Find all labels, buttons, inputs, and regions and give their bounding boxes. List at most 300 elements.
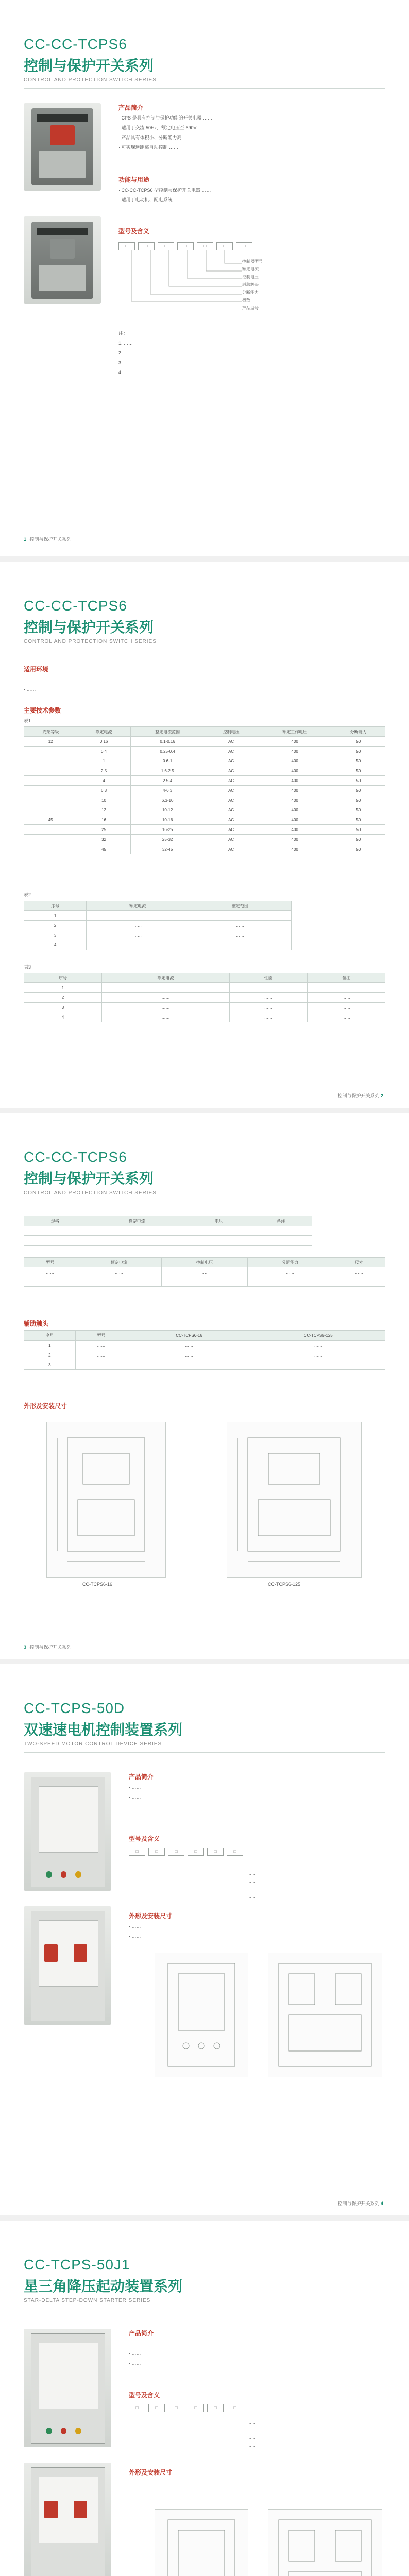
env-line: · …… bbox=[24, 687, 36, 692]
spec-table-1-cell: 4-6.3 bbox=[130, 786, 204, 795]
spec-table-5-cell: …… bbox=[24, 1277, 76, 1287]
cabinet-illustration bbox=[31, 2333, 106, 2444]
model-cell: □ bbox=[129, 1848, 145, 1856]
model-cell: □ bbox=[177, 242, 194, 250]
spec-table-1-cell: 400 bbox=[258, 766, 332, 776]
spec-table-3-header-cell: 序号 bbox=[24, 973, 102, 983]
page-3 bbox=[0, 1108, 409, 1659]
spec-table-2-cell: 1 bbox=[24, 911, 87, 921]
spec-table-1-cell: 0.1-0.16 bbox=[130, 737, 204, 747]
dims-text bbox=[129, 2479, 386, 2499]
section-intro-title: 产品简介 bbox=[129, 1773, 154, 1781]
spec-table-3-cell: 4 bbox=[24, 1012, 102, 1022]
spec-table-1-row bbox=[24, 786, 385, 795]
section-env-title: 适用环境 bbox=[24, 666, 49, 673]
model-legend bbox=[242, 258, 263, 312]
spec-table-3-row bbox=[24, 1012, 385, 1022]
spec-table-2-cell: …… bbox=[87, 911, 189, 921]
spec-table-1-row bbox=[24, 844, 385, 854]
spec-table-1-row bbox=[24, 835, 385, 844]
spec-table-3-cell: …… bbox=[102, 993, 230, 1003]
section-dims-title: 外形及安装尺寸 bbox=[129, 2469, 173, 2476]
note-line: 注： bbox=[118, 331, 128, 336]
footer-text: 控制与保护开关系列 bbox=[337, 2201, 380, 2206]
model-legend-item: 辅助触头 bbox=[242, 282, 259, 287]
spec-table-4-cell: …… bbox=[188, 1236, 250, 1246]
page-footer bbox=[337, 2200, 385, 2207]
spec-table-3-cell: …… bbox=[307, 993, 385, 1003]
cabinet-photo-open bbox=[24, 1906, 111, 2025]
spec-table-4-cell: …… bbox=[24, 1236, 86, 1246]
notes bbox=[118, 330, 386, 379]
section-intro-title: 产品简介 bbox=[129, 2330, 154, 2337]
page-1-header bbox=[24, 36, 385, 89]
spec-table-6-row bbox=[24, 1360, 385, 1370]
spec-table-1-row bbox=[24, 815, 385, 825]
spec-table-1-row bbox=[24, 825, 385, 835]
spec-table-6-cell: 2 bbox=[24, 1350, 76, 1360]
spec-table-1-row bbox=[24, 795, 385, 805]
spec-table-1-row bbox=[24, 747, 385, 756]
dimension-drawing-inner bbox=[268, 1953, 382, 2077]
spec-table-5-cell: …… bbox=[76, 1277, 162, 1287]
intro-text bbox=[129, 1784, 386, 1813]
spec-table-1-cell: 400 bbox=[258, 825, 332, 835]
spec-table-4-cell: …… bbox=[24, 1226, 86, 1236]
table2-caption: 表2 bbox=[24, 892, 31, 897]
dims-line: · …… bbox=[129, 2480, 141, 2485]
section-model-title: 型号及含义 bbox=[129, 2392, 160, 2399]
model-cell: □ bbox=[148, 1848, 165, 1856]
spec-table-1-cell: 6.3-10 bbox=[130, 795, 204, 805]
series-code: CC-CC-TCPS6 bbox=[24, 36, 127, 52]
spec-table-1-cell: 2.5 bbox=[77, 766, 130, 776]
spec-table-1-cell bbox=[24, 786, 77, 795]
spec-table-1-cell: 12 bbox=[77, 805, 130, 815]
intro-line: · …… bbox=[129, 2351, 141, 2356]
use-text bbox=[118, 187, 386, 206]
use-line: · CC-CC-TCPS6 型控制与保护开关电器 …… bbox=[118, 188, 211, 193]
spec-table-1-cell: 0.25-0.4 bbox=[130, 747, 204, 756]
model-cell: □ bbox=[168, 2404, 184, 2412]
model-cell: □ bbox=[227, 2404, 243, 2412]
spec-table-1-cell: 10 bbox=[77, 795, 130, 805]
dims-line: · …… bbox=[129, 1924, 141, 1929]
spec-table-1-cell bbox=[24, 795, 77, 805]
series-subtitle: TWO-SPEED MOTOR CONTROL DEVICE SERIES bbox=[24, 1741, 162, 1747]
spec-table-1-cell bbox=[24, 747, 77, 756]
page-2 bbox=[0, 556, 409, 1108]
spec-table-1 bbox=[24, 726, 385, 854]
spec-table-3-row bbox=[24, 1003, 385, 1012]
spec-table-4-header-cell: 电压 bbox=[188, 1216, 250, 1226]
spec-table-5-cell: …… bbox=[247, 1277, 333, 1287]
spec-table-1-cell: 400 bbox=[258, 805, 332, 815]
section-dims-title: 外形及安装尺寸 bbox=[24, 1402, 67, 1410]
section-aux-title: 辅助触头 bbox=[24, 1320, 49, 1327]
model-legend-item: …… bbox=[247, 2428, 255, 2432]
spec-table-3-cell: …… bbox=[229, 983, 307, 993]
product-photo-side bbox=[24, 216, 101, 304]
spec-table-1-row bbox=[24, 805, 385, 815]
intro-line: · …… bbox=[129, 1794, 141, 1800]
spec-table-1-cell: 0.4 bbox=[77, 747, 130, 756]
spec-table-6-cell: 1 bbox=[24, 1341, 76, 1350]
page-number: 1 bbox=[24, 537, 27, 542]
spec-table-1-cell: AC bbox=[204, 815, 258, 825]
spec-table-1-cell: AC bbox=[204, 844, 258, 854]
series-subtitle: CONTROL AND PROTECTION SWITCH SERIES bbox=[24, 77, 157, 83]
model-cell: □ bbox=[138, 242, 155, 250]
spec-table-5-header-cell: 型号 bbox=[24, 1258, 76, 1267]
cabinet-illustration bbox=[31, 2467, 106, 2576]
spec-table-2 bbox=[24, 901, 292, 950]
spec-table-5-row bbox=[24, 1277, 385, 1287]
spec-table-1-cell: 50 bbox=[332, 766, 385, 776]
dimension-drawing-inner bbox=[268, 2509, 382, 2576]
spec-table-6-cell: …… bbox=[251, 1360, 385, 1370]
intro-text bbox=[129, 2340, 386, 2369]
spec-table-6-cell: …… bbox=[75, 1341, 127, 1350]
table3-caption: 表3 bbox=[24, 964, 31, 970]
model-legend bbox=[247, 2418, 255, 2457]
spec-table-6-row bbox=[24, 1341, 385, 1350]
series-subtitle: CONTROL AND PROTECTION SWITCH SERIES bbox=[24, 639, 157, 645]
spec-table-5-cell: …… bbox=[333, 1277, 385, 1287]
intro-line: · CPS 是具有控制与保护功能的开关电器 …… bbox=[118, 115, 213, 121]
spec-table-4-header-cell: 备注 bbox=[250, 1216, 312, 1226]
spec-table-3-cell: …… bbox=[102, 1012, 230, 1022]
spec-table-5-cell: …… bbox=[76, 1267, 162, 1277]
series-code: CC-TCPS-50D bbox=[24, 1700, 125, 1716]
spec-table-1-row bbox=[24, 766, 385, 776]
product-photo-front bbox=[24, 103, 101, 191]
spec-table-1-header-cell: 分断能力 bbox=[332, 727, 385, 737]
spec-table-1-cell: 400 bbox=[258, 815, 332, 825]
spec-table-4-row bbox=[24, 1236, 312, 1246]
model-cell: □ bbox=[197, 242, 213, 250]
spec-table-1-cell: 10-12 bbox=[130, 805, 204, 815]
spec-table-1-cell: 400 bbox=[258, 844, 332, 854]
model-cell: □ bbox=[216, 242, 233, 250]
spec-table-1-cell: 45 bbox=[77, 844, 130, 854]
model-cell: □ bbox=[168, 1848, 184, 1856]
spec-table-6-cell: …… bbox=[251, 1341, 385, 1350]
spec-table-1-cell: 1 bbox=[77, 756, 130, 766]
spec-table-3-cell: …… bbox=[229, 1012, 307, 1022]
spec-table-3-header-cell: 备注 bbox=[307, 973, 385, 983]
spec-table-1-cell: 50 bbox=[332, 844, 385, 854]
spec-table-1-cell bbox=[24, 835, 77, 844]
spec-table-2-cell: …… bbox=[87, 930, 189, 940]
spec-table-2-cell: …… bbox=[189, 921, 292, 930]
spec-table-1-cell: 400 bbox=[258, 747, 332, 756]
spec-table-2-cell: 4 bbox=[24, 940, 87, 950]
spec-table-4-cell: …… bbox=[250, 1226, 312, 1236]
model-legend-item: …… bbox=[247, 2451, 255, 2455]
series-title: 控制与保护开关系列 bbox=[24, 58, 154, 74]
page-4 bbox=[0, 1659, 409, 2215]
intro-line: · 可实现远距离自动控制 …… bbox=[118, 145, 178, 150]
intro-line: · 产品具有体积小、分断能力高 …… bbox=[118, 135, 192, 140]
model-legend-item: …… bbox=[247, 1887, 255, 1891]
spec-table-1-header-cell: 壳架等级 bbox=[24, 727, 77, 737]
intro-line: · …… bbox=[129, 2361, 141, 2366]
spec-table-3-cell: 1 bbox=[24, 983, 102, 993]
spec-table-1-cell bbox=[24, 766, 77, 776]
spec-table-1-cell: 400 bbox=[258, 786, 332, 795]
dwg-label-left: CC-TCPS6-16 bbox=[82, 1582, 113, 1587]
spec-table-1-header-cell: 额定电流 bbox=[77, 727, 130, 737]
page-4-header bbox=[24, 1700, 385, 1753]
spec-table-3-header-cell: 性能 bbox=[229, 973, 307, 983]
spec-table-2-header-cell: 额定电流 bbox=[87, 901, 189, 911]
spec-table-2-cell: …… bbox=[87, 921, 189, 930]
spec-table-1-cell: AC bbox=[204, 825, 258, 835]
spec-table-1-cell: AC bbox=[204, 766, 258, 776]
cabinet-photo-closed bbox=[24, 1772, 111, 1891]
use-line: · 适用于电动机、配电系统 …… bbox=[118, 197, 183, 202]
spec-table-4-header-cell: 额定电流 bbox=[86, 1216, 188, 1226]
page-3-header bbox=[24, 1149, 385, 1201]
section-params-title: 主要技术参数 bbox=[24, 707, 61, 714]
intro-line: · …… bbox=[129, 2341, 141, 2346]
spec-table-2-cell: …… bbox=[189, 930, 292, 940]
spec-table-3-cell: …… bbox=[229, 993, 307, 1003]
model-leader-lines bbox=[129, 250, 242, 307]
spec-table-1-cell: 400 bbox=[258, 776, 332, 786]
model-legend-item: …… bbox=[247, 2435, 255, 2440]
spec-table-5-cell: …… bbox=[162, 1267, 247, 1277]
spec-table-1-cell bbox=[24, 805, 77, 815]
model-legend-item: 控制器型号 bbox=[242, 259, 263, 264]
model-legend-item: 额定电流 bbox=[242, 267, 259, 272]
series-title: 控制与保护开关系列 bbox=[24, 1171, 154, 1187]
model-legend-item: 分断能力 bbox=[242, 290, 259, 295]
page-1 bbox=[0, 0, 409, 556]
footer-text: 控制与保护开关系列 bbox=[337, 1093, 380, 1098]
note-line: 4. …… bbox=[118, 370, 133, 375]
spec-table-6-cell: …… bbox=[127, 1341, 251, 1350]
spec-table-1-cell: AC bbox=[204, 786, 258, 795]
spec-table-1-header-cell: 控制电压 bbox=[204, 727, 258, 737]
spec-table-2-row bbox=[24, 930, 292, 940]
spec-table-6-cell: …… bbox=[127, 1360, 251, 1370]
page-5 bbox=[0, 2215, 409, 2576]
spec-table-1-cell: 50 bbox=[332, 835, 385, 844]
spec-table-6 bbox=[24, 1330, 385, 1370]
spec-table-1-cell: AC bbox=[204, 737, 258, 747]
spec-table-5-header-cell: 分断能力 bbox=[247, 1258, 333, 1267]
table1-caption: 表1 bbox=[24, 718, 31, 723]
series-subtitle: STAR-DELTA STEP-DOWN STARTER SERIES bbox=[24, 2298, 151, 2303]
spec-table-1-cell: 50 bbox=[332, 825, 385, 835]
spec-table-6-cell: …… bbox=[251, 1350, 385, 1360]
spec-table-1-header-cell: 额定工作电压 bbox=[258, 727, 332, 737]
spec-table-3-cell: 3 bbox=[24, 1003, 102, 1012]
model-cell: □ bbox=[158, 242, 174, 250]
device-illustration bbox=[31, 222, 93, 299]
model-legend-item: 控制电压 bbox=[242, 275, 259, 279]
spec-table-6-cell: …… bbox=[127, 1350, 251, 1360]
spec-table-3-cell: …… bbox=[307, 983, 385, 993]
page-5-header bbox=[24, 2257, 385, 2309]
spec-table-1-cell: AC bbox=[204, 747, 258, 756]
spec-table-3-cell: …… bbox=[229, 1003, 307, 1012]
spec-table-1-cell: 400 bbox=[258, 795, 332, 805]
page-footer bbox=[24, 536, 72, 543]
spec-table-4-cell: …… bbox=[188, 1226, 250, 1236]
spec-table-6-header-cell: 型号 bbox=[75, 1331, 127, 1341]
spec-table-4-cell: …… bbox=[250, 1236, 312, 1246]
spec-table-6-cell: 3 bbox=[24, 1360, 76, 1370]
series-code: CC-TCPS-50J1 bbox=[24, 2257, 130, 2273]
model-legend-item: 极数 bbox=[242, 298, 250, 302]
intro-line: · …… bbox=[129, 1785, 141, 1790]
spec-table-1-cell: 16 bbox=[77, 815, 130, 825]
intro-line: · 适用于交流 50Hz，额定电压至 690V …… bbox=[118, 125, 208, 130]
spec-table-5-cell: …… bbox=[162, 1277, 247, 1287]
spec-table-1-row bbox=[24, 756, 385, 766]
device-illustration bbox=[31, 108, 93, 185]
section-model-title: 型号及含义 bbox=[129, 1835, 160, 1842]
spec-table-1-cell: 1.6-2.5 bbox=[130, 766, 204, 776]
spec-table-1-cell: 50 bbox=[332, 776, 385, 786]
series-title: 星三角降压起动装置系列 bbox=[24, 2278, 183, 2294]
spec-table-2-cell: …… bbox=[189, 911, 292, 921]
cabinet-illustration bbox=[31, 1911, 106, 2021]
spec-table-1-cell: 10-16 bbox=[130, 815, 204, 825]
spec-table-3-cell: …… bbox=[102, 983, 230, 993]
spec-table-3 bbox=[24, 973, 385, 1022]
spec-table-1-cell: 50 bbox=[332, 786, 385, 795]
spec-table-1-cell: 400 bbox=[258, 737, 332, 747]
model-cell: □ bbox=[207, 1848, 224, 1856]
dimension-drawing-right bbox=[227, 1422, 362, 1578]
section-dims-title: 外形及安装尺寸 bbox=[129, 1912, 173, 1920]
model-legend-item: …… bbox=[247, 1894, 255, 1899]
header-divider bbox=[24, 1752, 385, 1753]
spec-table-1-cell: 50 bbox=[332, 756, 385, 766]
page-number: 2 bbox=[380, 1093, 383, 1098]
model-legend bbox=[247, 1862, 255, 1901]
spec-table-1-cell: 400 bbox=[258, 835, 332, 844]
page-footer bbox=[337, 1092, 385, 1099]
model-code-diagram bbox=[129, 2404, 243, 2412]
spec-table-1-cell bbox=[24, 825, 77, 835]
spec-table-6-header-cell: 序号 bbox=[24, 1331, 76, 1341]
section-intro-title: 产品简介 bbox=[118, 104, 144, 111]
spec-table-4-cell: …… bbox=[86, 1236, 188, 1246]
series-code: CC-CC-TCPS6 bbox=[24, 1149, 127, 1165]
model-legend-item: …… bbox=[247, 2443, 255, 2448]
page-number: 4 bbox=[380, 2201, 383, 2206]
model-code-diagram bbox=[118, 242, 252, 250]
dimension-drawing-front bbox=[155, 1953, 248, 2077]
spec-table-1-cell: 4 bbox=[77, 776, 130, 786]
spec-table-6-cell: …… bbox=[75, 1350, 127, 1360]
model-cell: □ bbox=[236, 242, 252, 250]
spec-table-1-row bbox=[24, 776, 385, 786]
spec-table-1-cell: 50 bbox=[332, 747, 385, 756]
spec-table-1-row bbox=[24, 737, 385, 747]
spec-table-4 bbox=[24, 1216, 312, 1246]
page-number: 3 bbox=[24, 1645, 27, 1650]
spec-table-4-row bbox=[24, 1226, 312, 1236]
spec-table-1-cell: AC bbox=[204, 805, 258, 815]
section-model-title: 型号及含义 bbox=[118, 228, 150, 235]
model-cell: □ bbox=[188, 1848, 204, 1856]
spec-table-1-cell: 400 bbox=[258, 756, 332, 766]
spec-table-4-cell: …… bbox=[86, 1226, 188, 1236]
spec-table-6-cell: …… bbox=[75, 1360, 127, 1370]
model-legend-item: …… bbox=[247, 1879, 255, 1884]
spec-table-5-cell: …… bbox=[24, 1267, 76, 1277]
spec-table-1-cell: 6.3 bbox=[77, 786, 130, 795]
spec-table-4-header-cell: 规格 bbox=[24, 1216, 86, 1226]
spec-table-1-cell bbox=[24, 756, 77, 766]
env-line: · …… bbox=[24, 677, 36, 682]
dimension-drawing-left bbox=[46, 1422, 166, 1578]
spec-table-5-cell: …… bbox=[333, 1267, 385, 1277]
model-cell: □ bbox=[207, 2404, 224, 2412]
spec-table-1-cell bbox=[24, 776, 77, 786]
spec-table-2-header-cell: 序号 bbox=[24, 901, 87, 911]
spec-table-5-header-cell: 控制电压 bbox=[162, 1258, 247, 1267]
footer-text: 控制与保护开关系列 bbox=[29, 537, 72, 542]
spec-table-1-cell: 0.16 bbox=[77, 737, 130, 747]
spec-table-6-header-cell: CC-TCPS6-16 bbox=[127, 1331, 251, 1341]
model-code-diagram bbox=[129, 1848, 243, 1856]
series-title: 控制与保护开关系列 bbox=[24, 619, 154, 635]
spec-table-3-row bbox=[24, 993, 385, 1003]
spec-table-6-row bbox=[24, 1350, 385, 1360]
spec-table-2-row bbox=[24, 911, 292, 921]
spec-table-1-cell: 50 bbox=[332, 737, 385, 747]
spec-table-1-cell: AC bbox=[204, 835, 258, 844]
series-title: 双速速电机控制装置系列 bbox=[24, 1722, 183, 1738]
intro-text bbox=[118, 114, 386, 154]
model-cell: □ bbox=[227, 1848, 243, 1856]
dims-line: · …… bbox=[129, 1934, 141, 1939]
spec-table-3-cell: …… bbox=[102, 1003, 230, 1012]
spec-table-1-cell: 12 bbox=[24, 737, 77, 747]
spec-table-2-row bbox=[24, 940, 292, 950]
spec-table-2-cell: …… bbox=[87, 940, 189, 950]
note-line: 2. …… bbox=[118, 350, 133, 355]
dims-text bbox=[129, 1923, 386, 1942]
model-cell: □ bbox=[118, 242, 135, 250]
spec-table-5 bbox=[24, 1257, 385, 1287]
spec-table-1-cell: 32-45 bbox=[130, 844, 204, 854]
header-divider bbox=[24, 88, 385, 89]
model-legend-item: …… bbox=[247, 2420, 255, 2425]
page-2-header bbox=[24, 598, 385, 650]
model-legend-item: …… bbox=[247, 1871, 255, 1876]
spec-table-3-header-cell: 额定电流 bbox=[102, 973, 230, 983]
model-cell: □ bbox=[148, 2404, 165, 2412]
dimension-drawing-front bbox=[155, 2509, 248, 2576]
spec-table-5-cell: …… bbox=[247, 1267, 333, 1277]
spec-table-1-cell: 2.5-4 bbox=[130, 776, 204, 786]
spec-table-3-cell: 2 bbox=[24, 993, 102, 1003]
intro-line: · …… bbox=[129, 1804, 141, 1809]
spec-table-3-row bbox=[24, 983, 385, 993]
note-line: 3. …… bbox=[118, 360, 133, 365]
dims-line: · …… bbox=[129, 2490, 141, 2495]
cabinet-photo-closed bbox=[24, 2329, 111, 2447]
model-cell: □ bbox=[188, 2404, 204, 2412]
